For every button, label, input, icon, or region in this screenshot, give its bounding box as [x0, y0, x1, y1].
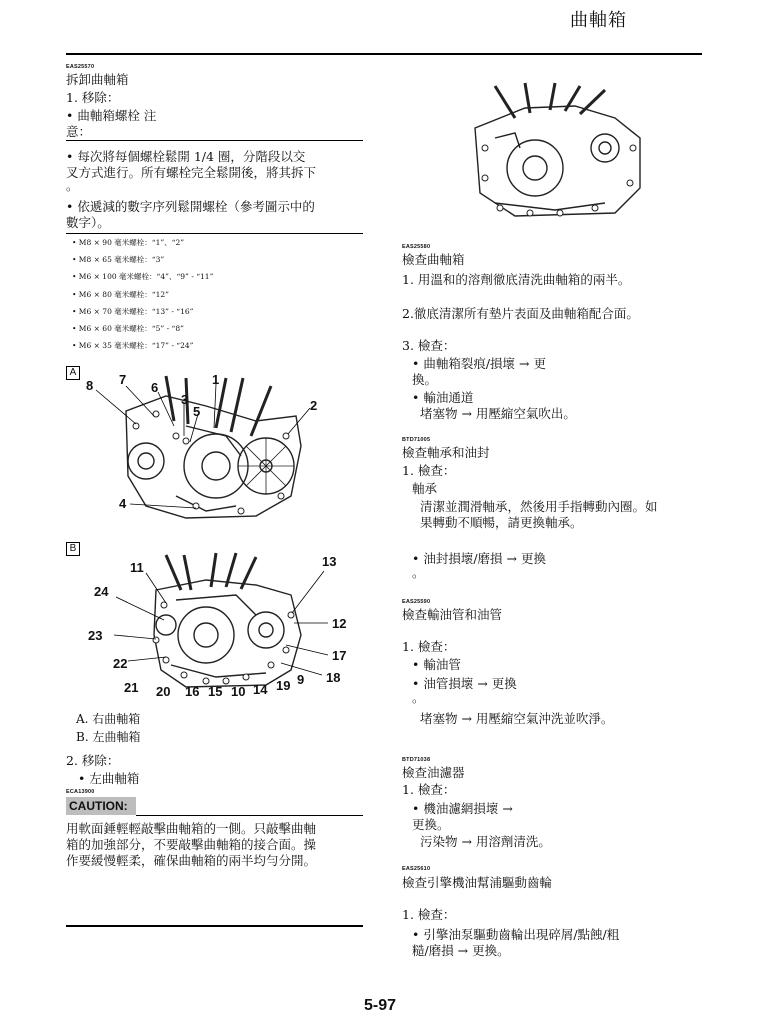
callout-label: 19 [276, 678, 291, 693]
step-text: 1. 移除： [66, 90, 120, 105]
note-rule [66, 140, 363, 141]
section-heading: 檢查油濾器 [402, 765, 465, 780]
step-item: • 引擎油泵驅動齒輪出現碎屑/點蝕/粗 [412, 927, 620, 942]
caution-text: 用軟面錘輕輕敲擊曲軸箱的一側。只敲擊曲軸 [66, 821, 317, 836]
crankcase-left-figure [66, 545, 366, 705]
section-heading: 檢查軸承和油封 [402, 445, 490, 460]
header-rule [66, 53, 702, 55]
callout-label: 15 [208, 684, 223, 699]
note-rule [66, 233, 363, 234]
crankcase-right-figure [66, 366, 366, 526]
callout-label: 20 [156, 684, 171, 699]
step-item: • 曲軸箱螺栓 注 [66, 108, 157, 123]
step-item: 。 [412, 565, 425, 580]
step-item: 意： [66, 124, 92, 139]
page-title: 曲軸箱 [570, 10, 627, 31]
callout-label: 13 [322, 554, 337, 569]
caution-text: 作要緩慢輕柔，確保曲軸箱的兩半均勻分開。 [66, 853, 317, 868]
spec-line: • M6 × 100 毫米螺栓：“4”、“9” - “11” [72, 272, 214, 281]
caution-badge: CAUTION: [66, 797, 136, 815]
step-item: • 油管損壞 → 更換 [412, 676, 517, 691]
note-text: 。 [66, 178, 79, 193]
callout-label: 23 [88, 628, 103, 643]
figure-letter-b: B [66, 542, 80, 556]
section-heading: 檢查曲軸箱 [402, 252, 465, 267]
callout-label: 18 [326, 670, 341, 685]
section-code: EAS25580 [402, 244, 431, 250]
step-item: 糙/磨損 → 更換。 [412, 943, 510, 958]
callout-label: 12 [332, 616, 347, 631]
legend-item: B. 左曲軸箱 [76, 730, 141, 744]
step-text: 3. 檢查： [402, 338, 456, 353]
section-heading: 檢查引擎機油幫浦驅動齒輪 [402, 875, 553, 890]
section-heading: 拆卸曲軸箱 [66, 72, 129, 87]
step-item: • 曲軸箱裂痕/損壞 → 更 [412, 356, 546, 371]
step-item: 。 [412, 690, 425, 705]
figure-letter-a: A [66, 366, 80, 380]
step-item: • 左曲軸箱 [78, 771, 140, 786]
note-text: • 依遞減的數字序列鬆開螺栓（參考圖示中的 [66, 199, 315, 214]
page-number: 5-97 [364, 997, 397, 1014]
caution-text: 箱的加強部分，不要敲擊曲軸箱的接合面。操 [66, 837, 317, 852]
step-item: 更換。 [412, 817, 450, 832]
section-code: ECA13900 [66, 789, 95, 795]
callout-label: 9 [297, 672, 305, 687]
callout-label: 6 [151, 380, 159, 395]
callout-label: 17 [332, 648, 347, 663]
step-text: 2.徹底清潔所有墊片表面及曲軸箱配合面。 [402, 306, 639, 321]
step-item: 堵塞物 → 用壓縮空氣吹出。 [420, 406, 576, 421]
callout-label: 4 [119, 496, 127, 511]
step-item: • 油封損壞/磨損 → 更換 [412, 551, 546, 566]
spec-line: • M6 × 80 毫米螺栓：“12” [72, 290, 169, 299]
spec-line: • M8 × 90 毫米螺栓：“1”、“2” [72, 238, 185, 247]
caution-rule [136, 815, 363, 816]
callout-label: 14 [253, 682, 268, 697]
section-code: BTD71038 [402, 757, 431, 763]
section-code: EAS25610 [402, 866, 431, 872]
callout-label: 11 [130, 560, 144, 575]
callout-label: 1 [212, 372, 220, 387]
step-text: 1. 檢查： [402, 463, 456, 478]
step-item: • 機油濾網損壞 → [412, 801, 513, 816]
caution-end-rule [66, 925, 363, 927]
spec-line: • M8 × 65 毫米螺栓：“3” [72, 255, 165, 264]
step-text: 1. 檢查： [402, 639, 456, 654]
callout-label: 21 [124, 680, 139, 695]
legend-item: A. 右曲軸箱 [76, 712, 141, 726]
callout-label: 8 [86, 378, 94, 393]
step-item: 果轉動不順暢，請更換軸承。 [420, 515, 583, 530]
callout-label: 16 [185, 684, 200, 699]
step-text: 1. 檢查： [402, 782, 456, 797]
step-item: 堵塞物 → 用壓縮空氣沖洗並吹淨。 [420, 711, 614, 726]
callout-label: 3 [181, 392, 189, 407]
step-item: 污染物 → 用溶劑清洗。 [420, 834, 551, 849]
step-item: • 輸油通道 [412, 390, 474, 405]
step-text: 1. 用溫和的溶劑徹底清洗曲軸箱的兩半。 [402, 272, 631, 287]
spec-line: • M6 × 35 毫米螺栓：“17” - “24” [72, 341, 194, 350]
section-code: EAS25590 [402, 599, 431, 605]
note-text: 數字）。 [66, 215, 110, 230]
note-text: • 每次將每個螺栓鬆開 1/4 圈，分階段以交 [66, 149, 306, 164]
section-heading: 檢查輸油管和油管 [402, 607, 503, 622]
section-code: EAS25570 [66, 64, 95, 70]
callout-label: 2 [310, 398, 318, 413]
step-text: 2. 移除： [66, 753, 120, 768]
callout-label: 22 [113, 656, 128, 671]
spec-line: • M6 × 70 毫米螺栓：“13” - “16” [72, 307, 194, 316]
note-text: 叉方式進行。所有螺栓完全鬆開後，將其拆下 [66, 165, 317, 180]
spec-line: • M6 × 60 毫米螺栓：“5” - “8” [72, 324, 184, 333]
step-text: 1. 檢查： [402, 907, 456, 922]
step-item: 軸承 [412, 481, 438, 496]
callout-label: 24 [94, 584, 109, 599]
step-item: 清潔並潤滑軸承，然後用手指轉動內圈。如 [420, 499, 658, 514]
step-item: • 輸油管 [412, 657, 461, 672]
callout-label: 10 [231, 684, 246, 699]
callout-label: 5 [193, 404, 201, 419]
section-code: BTD71005 [402, 437, 431, 443]
step-item: 換。 [412, 372, 438, 387]
callout-label: 7 [119, 372, 127, 387]
crankcase-top-figure [455, 78, 655, 238]
